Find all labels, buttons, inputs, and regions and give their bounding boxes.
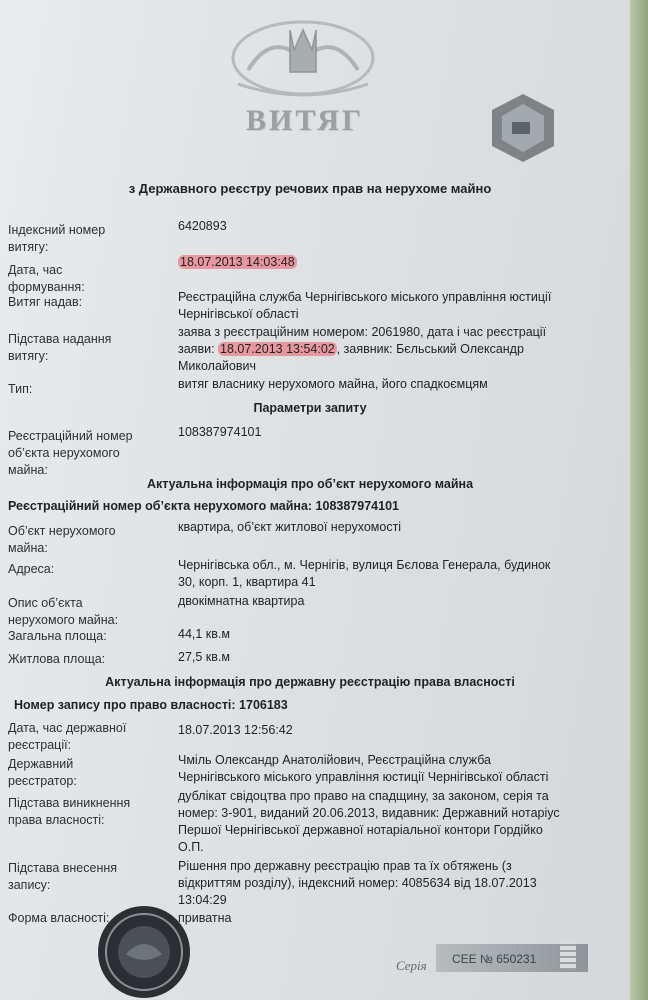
label-basis: Підстава надання витягу:: [8, 332, 112, 363]
label-registrar: Державний реєстратор:: [8, 757, 77, 788]
value-formation-date: [178, 254, 598, 271]
value-basis: заява з реєстраційним номером: 2061980, дата і час реєстрації заяви: 18.07.2013 13:54:02 , заявник: Бєльський Олександр Миколайович: [178, 325, 547, 373]
value-object-type: квартира, об’єкт житлової нерухомості: [178, 520, 402, 534]
label-issued-by: Витяг надав:: [8, 295, 83, 309]
hologram-sticker-icon: [490, 92, 556, 164]
series-number: СЕЕ № 650231: [452, 952, 537, 966]
value-registrar: Чміль Олександр Анатолійович, Реєстраційна служба Чернігівського міського управління юстиції Чернігівської області: [178, 753, 549, 784]
label-ownership-basis: Підстава виникнення права власності:: [8, 796, 131, 827]
label-ownership-form: Форма власності:: [8, 911, 110, 925]
label-address: Адреса:: [8, 562, 55, 576]
value-type: витяг власнику нерухомого майна, його спадкоємцям: [178, 377, 488, 391]
object-reg-number: Реєстраційний номер об’єкта нерухомого майна: 108387974101: [8, 499, 399, 513]
page-edge: [630, 0, 648, 1000]
value-total-area: 44,1 кв.м: [178, 627, 230, 641]
section-query-heading: Параметри запиту: [253, 401, 367, 415]
value-living-area: 27,5 кв.м: [178, 650, 230, 664]
value-entry-basis: Рішення про державну реєстрацію прав та їх обтяжень (з відкриттям розділу), індексний номер: 4085634 від 18.07.2013 13:04:29: [178, 859, 537, 907]
section-rights-heading: Актуальна інформація про державну реєстрацію права власності: [105, 675, 515, 689]
label-index-number: Індексний номер витягу:: [8, 223, 106, 254]
value-issued-by: Реєстраційна служба Чернігівського міського управління юстиції Чернігівської області: [178, 290, 552, 321]
section-object-heading: Актуальна інформація про об’єкт нерухомого майна: [146, 477, 474, 491]
document-title: ВИТЯГ: [246, 104, 364, 137]
value-ownership-basis: дублікат свідоцтва про право на спадщину, за законом, серія та номер: 3-901, виданий 20.06.2013, видавник: Державний нотаріус Першої Чернігівської державної нотаріальної контори Гордійко О.П.: [178, 789, 560, 854]
highlight-mark: 18.07.2013 14:03:48: [180, 255, 295, 269]
trident-emblem-icon: [228, 10, 378, 98]
round-seal-icon: [96, 904, 192, 1000]
label-formation-date: Дата, час формування:: [8, 263, 85, 294]
label-total-area: Загальна площа:: [8, 629, 107, 643]
value-object-description: двокімнатна квартира: [178, 594, 305, 608]
label-registration-date: Дата, час державної реєстрації:: [8, 721, 127, 752]
value-query-reg-number: 108387974101: [178, 425, 262, 439]
label-living-area: Житлова площа:: [8, 652, 106, 666]
value-address: Чернігівська обл., м. Чернігів, вулиця Бєлова Генерала, будинок 30, корп. 1, квартира 41: [178, 558, 551, 589]
label-object-description: Опис об’єкта нерухомого майна:: [8, 596, 119, 627]
label-object-type: Об’єкт нерухомого майна:: [8, 524, 116, 555]
value-registration-date: 18.07.2013 12:56:42: [178, 723, 293, 737]
label-query-reg-number: Реєстраційний номер об’єкта нерухомого майна:: [8, 429, 133, 477]
series-label: Серія: [396, 958, 427, 973]
rights-record-number: Номер запису про право власності: 1706183: [14, 698, 288, 712]
highlight-mark: 18.07.2013 13:54:02: [220, 342, 335, 356]
document-subtitle: з Державного реєстру речових прав на нерухоме майно: [128, 181, 492, 196]
value-ownership-form: приватна: [178, 911, 232, 925]
value-index-number: 6420893: [178, 219, 227, 233]
label-entry-basis: Підстава внесення запису:: [8, 861, 118, 892]
security-strip-icon: [560, 940, 576, 970]
label-type: Тип:: [8, 382, 33, 396]
